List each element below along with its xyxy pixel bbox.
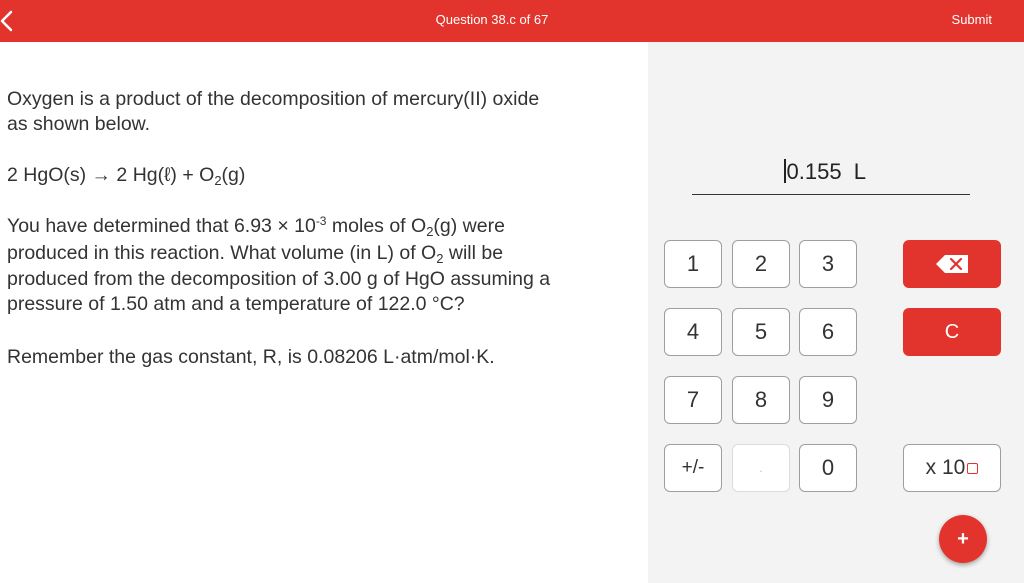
add-button[interactable]: + xyxy=(939,515,987,563)
answer-display xyxy=(784,159,866,185)
key-9[interactable]: 9 xyxy=(799,376,857,424)
equation-state: (g) xyxy=(221,164,246,186)
question-body xyxy=(7,214,627,317)
exponent-box-icon xyxy=(967,463,978,474)
text-cursor xyxy=(784,159,786,183)
question-counter: Question 38.c of 67 xyxy=(435,12,549,27)
key-6[interactable]: 6 xyxy=(799,308,857,356)
key-5[interactable]: 5 xyxy=(732,308,790,356)
scientific-notation-button[interactable] xyxy=(903,444,1001,492)
answer-field[interactable] xyxy=(692,155,970,195)
key-7[interactable]: 7 xyxy=(664,376,722,424)
intro-line-1: Oxygen is a product of the decomposition of mercury(II) oxide xyxy=(7,88,540,110)
body-line-1: You have determined that $6.93 \times 10^{-3}$ moles of $O_2(g)$ were xyxy=(7,214,505,239)
body-line-2: produced in this reaction. What volume (in L) of $O_2$ will be xyxy=(7,242,504,266)
gas-constant-note: Remember the gas constant, R, is 0.08206 L·atm/mol·K. xyxy=(7,346,495,368)
intro-line-2: as shown below. xyxy=(7,113,151,135)
backspace-button[interactable] xyxy=(903,240,1001,288)
key-1[interactable]: 1 xyxy=(664,240,722,288)
submit-button[interactable]: Submit xyxy=(951,12,992,27)
equation-text: 2 HgO(s) → 2 Hg(ℓ) + O xyxy=(7,164,215,186)
backspace-icon xyxy=(934,254,970,274)
key-0[interactable]: 0 xyxy=(799,444,857,492)
clear-button[interactable]: C xyxy=(903,308,1001,356)
chemical-equation xyxy=(7,163,627,189)
exponent: -3 xyxy=(315,214,327,228)
answer-value: 0.155 xyxy=(786,159,842,184)
key-plus-minus[interactable]: +/- xyxy=(664,444,722,492)
key-4[interactable]: 4 xyxy=(664,308,722,356)
equation-subscript: 2 xyxy=(214,173,222,188)
sci-label: x 10 xyxy=(925,456,966,479)
question-pane xyxy=(0,42,648,583)
top-bar xyxy=(0,0,1024,42)
calculator-pane xyxy=(648,42,1024,583)
answer-unit: L xyxy=(853,159,867,184)
key-8[interactable]: 8 xyxy=(732,376,790,424)
body-line-3: produced from the decomposition of 3.00 g of HgO assuming a xyxy=(7,268,551,290)
body-line-4: pressure of 1.50 atm and a temperature of 122.0 °C? xyxy=(7,293,465,315)
key-2[interactable]: 2 xyxy=(732,240,790,288)
question-intro xyxy=(7,87,627,137)
key-decimal[interactable]: . xyxy=(732,444,790,492)
key-3[interactable]: 3 xyxy=(799,240,857,288)
